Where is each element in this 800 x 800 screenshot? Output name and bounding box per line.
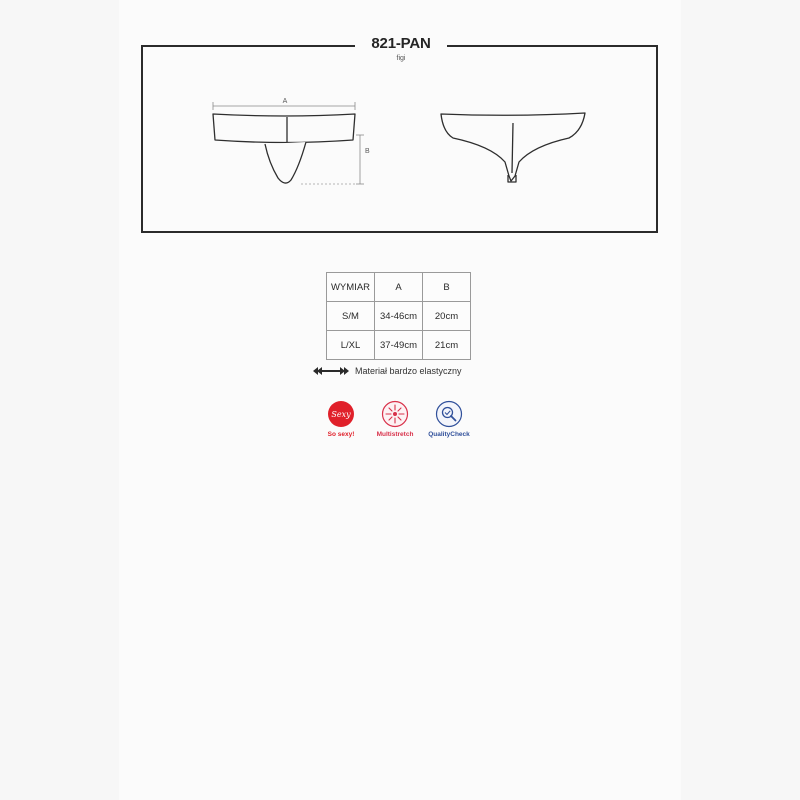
table-header: B <box>423 273 471 302</box>
table-cell: L/XL <box>327 331 375 360</box>
elasticity-note-text: Materiał bardzo elastyczny <box>355 366 462 376</box>
size-table <box>326 272 471 360</box>
elasticity-note <box>313 364 462 378</box>
dimension-b-label: B <box>365 148 370 155</box>
dimension-a <box>213 98 355 110</box>
table-header-row <box>327 273 471 302</box>
feature-badges <box>322 400 482 452</box>
back-view-drawing <box>441 113 585 182</box>
table-cell: 20cm <box>423 302 471 331</box>
front-view-drawing <box>213 114 355 183</box>
stretch-arrows-icon <box>313 366 349 376</box>
quality-check-icon <box>435 400 463 428</box>
badge-label: QualityCheck <box>428 431 470 438</box>
table-row <box>327 331 471 360</box>
table-cell: 34-46cm <box>375 302 423 331</box>
table-cell: 37-49cm <box>375 331 423 360</box>
badge-label: Multistretch <box>376 431 414 438</box>
badge-quality-check <box>422 400 476 438</box>
dimension-a-label: A <box>282 98 288 105</box>
garment-diagram <box>141 45 658 233</box>
sexy-icon-text: Sexy <box>331 410 351 419</box>
table-cell: S/M <box>327 302 375 331</box>
badge-so-sexy <box>314 400 368 438</box>
badge-label: So sexy! <box>327 431 355 438</box>
badge-multistretch <box>368 400 422 438</box>
product-type: figi <box>396 55 406 62</box>
table-header: WYMIAR <box>327 273 375 302</box>
table-header: A <box>375 273 423 302</box>
table-row <box>327 302 471 331</box>
sexy-icon <box>327 400 355 428</box>
product-code: 821-PAN <box>371 35 431 52</box>
product-header <box>355 35 447 65</box>
multistretch-icon <box>381 400 409 428</box>
table-cell: 21cm <box>423 331 471 360</box>
